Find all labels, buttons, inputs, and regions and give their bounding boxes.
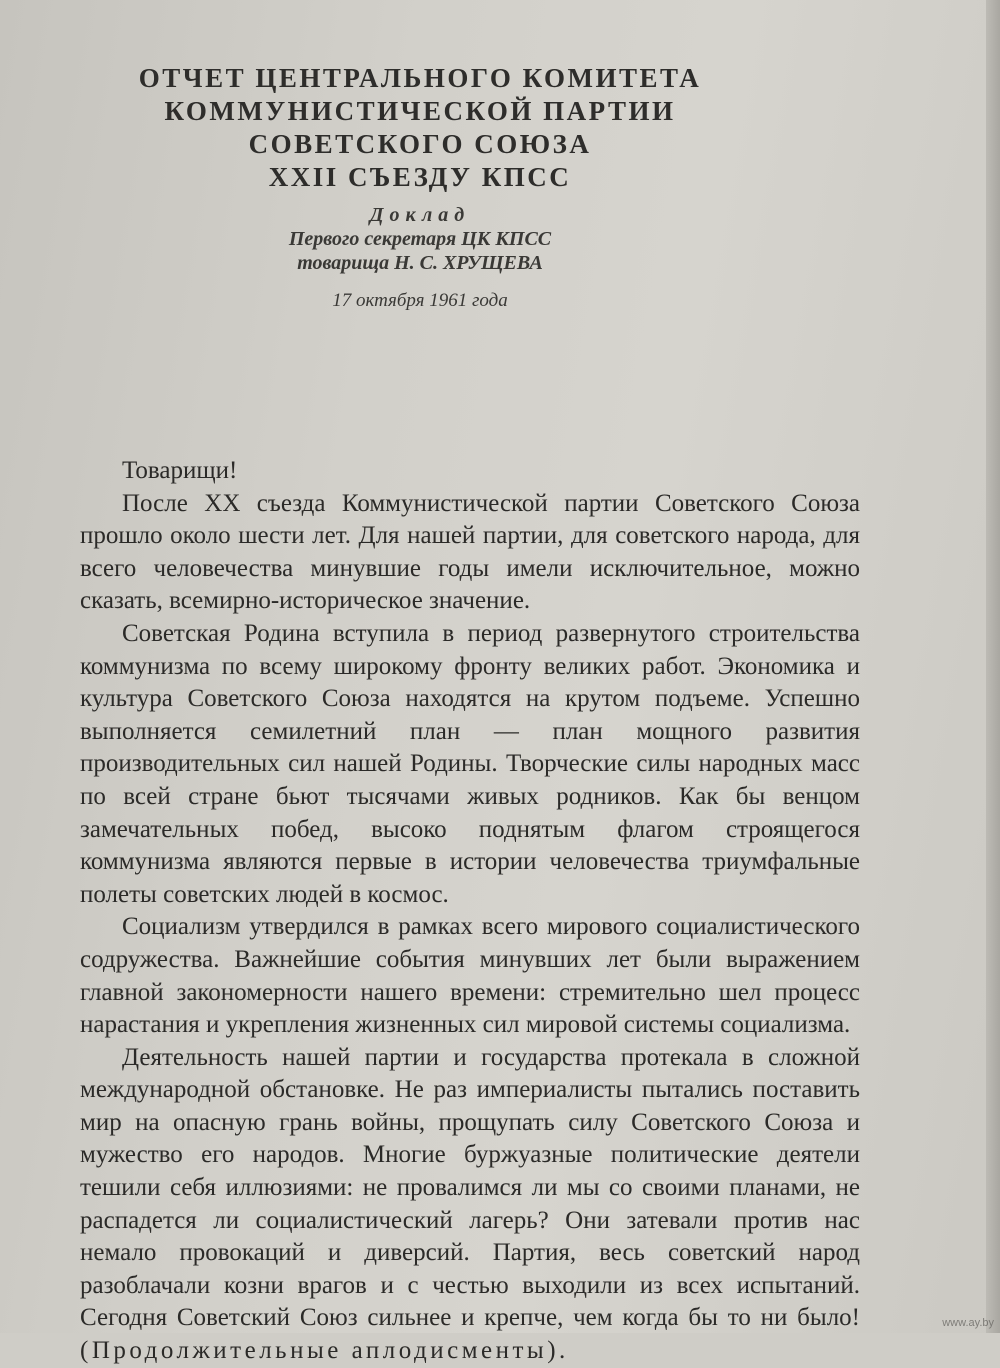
paragraph-1: После XX съезда Коммунистической партии Советского Союза прошло около шести лет. Для нашей партии, для советского народа, для всего человечества минувшие годы имели исключительное, можно сказать, всемирно-историческое значение. bbox=[80, 489, 860, 615]
document-title bbox=[0, 62, 840, 194]
paragraph-4-text: Деятельность нашей партии и государства протекала в сложной международной обстановке. Не раз империалисты пытались поставить мир на опасную грань войны, прощупать силу Советского Союза и мужество его народов. Многие буржуазные политические деятели тешили себя иллюзиями: не провалимся ли мы со своими планами, не распадется ли социалистический лагерь? Они затевали против нас немало провокаций и диверсий. Партия, весь советский народ разоблачали козни врагов и с честью выходили из всех испытаний. Сегодня Советский Союз сильнее и крепче, чем когда бы то ни было! bbox=[80, 1043, 860, 1332]
report-text bbox=[80, 455, 860, 1368]
paragraph-2: Советская Родина вступила в период развернутого строительства коммунизма по всему широкому фронту великих работ. Экономика и культура Советского Союза находятся на крутом подъеме. Успешно выполняется семилетний план — план мощного развития производительных сил нашей Родины. Творческие силы народных масс по всей стране бьют тысячами живых родников. Как бы венцом замечательных побед, высоко поднятым флагом строящегося коммунизма являются первые в истории человечества триумфальные полеты советских людей в космос. bbox=[80, 619, 860, 908]
speaker-name: товарища Н. С. ХРУЩЕВА bbox=[297, 252, 543, 274]
title-line-3: СОВЕТСКОГО СОЮЗА bbox=[248, 129, 592, 159]
report-date: 17 октября 1961 года bbox=[332, 290, 508, 311]
title-line-2: КОММУНИСТИЧЕСКОЙ ПАРТИИ bbox=[164, 96, 676, 126]
paragraph-4 bbox=[80, 1042, 860, 1368]
report-label: Доклад bbox=[369, 204, 471, 226]
title-line-1: ОТЧЕТ ЦЕНТРАЛЬНОГО КОМИТЕТА bbox=[138, 63, 702, 93]
report-subtitle bbox=[0, 203, 840, 275]
speaker-position: Первого секретаря ЦК КПСС bbox=[288, 228, 552, 250]
title-line-4: XXII СЪЕЗДУ КПСС bbox=[268, 162, 572, 192]
greeting: Товарищи! bbox=[122, 457, 238, 484]
watermark-text: www.ay.by bbox=[942, 1317, 994, 1329]
paragraph-3: Социализм утвердился в рамках всего мирового социалистического содружества. Важнейшие события минувших лет были выражением главной закономерности нашего времени: стремительно шел процесс нарастания и укрепления жизненных сил мировой системы социализма. bbox=[80, 913, 860, 1039]
page-edge bbox=[986, 0, 1000, 1333]
applause-remark: (Продолжительные аплодисменты). bbox=[80, 1337, 569, 1365]
